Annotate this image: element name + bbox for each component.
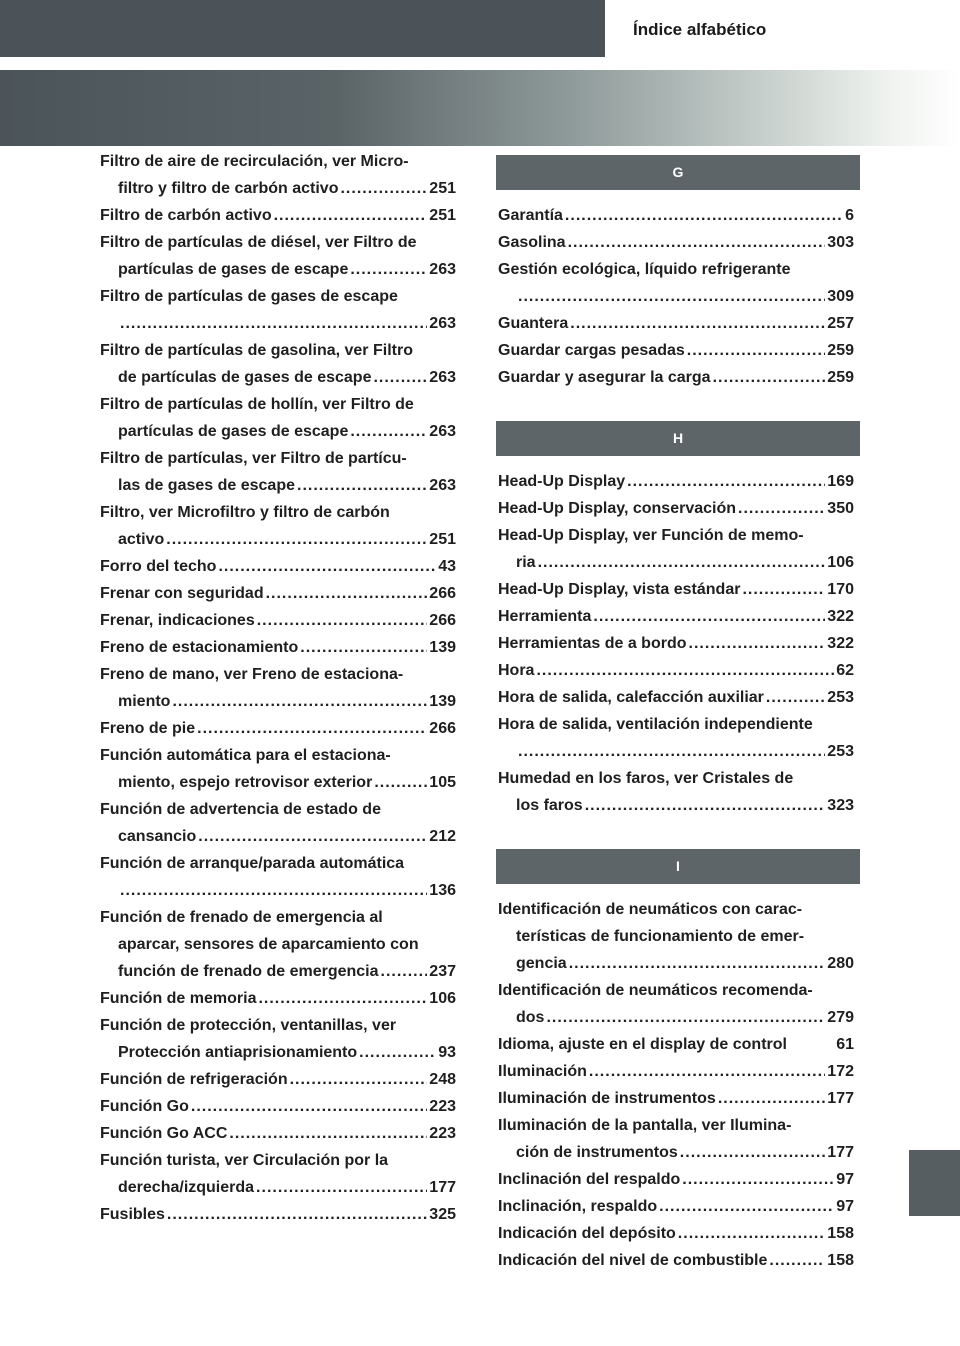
dot-leader [538, 549, 826, 576]
entry-text: Función automática para el estaciona- [100, 747, 391, 764]
entry-text: Humedad en los faros, ver Cristales de [498, 770, 794, 787]
index-entry [100, 607, 456, 634]
page-reference: 43 [438, 558, 456, 575]
dot-leader [218, 553, 436, 580]
entry-text: Filtro de partículas, ver Filtro de partícu- [100, 450, 407, 467]
dot-leader [738, 495, 825, 522]
index-entry [100, 148, 456, 202]
entry-text: Freno de estacionamiento [100, 639, 299, 656]
index-entry [100, 1012, 456, 1066]
dot-leader [570, 310, 825, 337]
index-entry [498, 896, 854, 977]
entry-text: Función de refrigeración [100, 1071, 288, 1088]
dot-leader [589, 1058, 825, 1085]
entry-text: gencia [516, 955, 567, 972]
page-reference: 177 [827, 1090, 854, 1107]
dot-leader [593, 603, 825, 630]
entry-text: Iluminación [498, 1063, 587, 1080]
index-entry [100, 202, 456, 229]
index-entry [498, 468, 854, 495]
thumb-index-tab [909, 1150, 960, 1216]
page-reference: 237 [429, 963, 456, 980]
entry-text: Herramientas de a bordo [498, 635, 687, 652]
entry-text: miento, espejo retrovisor exterior [118, 774, 373, 791]
index-entry [100, 391, 456, 445]
page-reference: 259 [827, 369, 854, 386]
page-reference: 251 [429, 180, 456, 197]
dot-leader [546, 1004, 825, 1031]
dot-leader [120, 310, 427, 337]
entry-text: Frenar, indicaciones [100, 612, 255, 629]
letter-heading: H [496, 421, 860, 456]
index-entry [100, 1120, 456, 1147]
entry-text: Hora de salida, ventilación independiente [498, 716, 813, 733]
index-entry [100, 985, 456, 1012]
dot-leader [381, 958, 428, 985]
dot-leader [120, 877, 427, 904]
page-reference: 266 [429, 720, 456, 737]
page-reference: 139 [429, 639, 456, 656]
entry-text: Identificación de neumáticos recomenda- [498, 982, 813, 999]
dot-leader [340, 175, 427, 202]
page-reference: 266 [429, 585, 456, 602]
page-reference: 280 [827, 955, 854, 972]
page-reference: 106 [429, 990, 456, 1007]
letter-heading: G [496, 155, 860, 190]
entry-text: Filtro de partículas de gases de escape [100, 288, 398, 305]
index-entry [498, 977, 854, 1031]
index-entry [100, 445, 456, 499]
index-entry [498, 657, 854, 684]
entry-text: terísticas de funcionamiento de emer- [516, 928, 805, 945]
dot-leader [569, 950, 826, 977]
entry-text: Función Go [100, 1098, 189, 1115]
entry-text: Indicación del depósito [498, 1225, 676, 1242]
page-reference: 106 [827, 554, 854, 571]
dot-leader [536, 657, 834, 684]
index-entry [100, 1066, 456, 1093]
page-reference: 158 [827, 1225, 854, 1242]
entry-text: ción de instrumentos [516, 1144, 678, 1161]
entry-text: ria [516, 554, 536, 571]
dot-leader [167, 1201, 427, 1228]
entry-text: partículas de gases de escape [118, 423, 349, 440]
entry-text: Función de protección, ventanillas, ver [100, 1017, 397, 1034]
dot-leader [191, 1093, 427, 1120]
entry-text: cansancio [118, 828, 197, 845]
dot-leader [350, 256, 427, 283]
page-reference: 325 [429, 1206, 456, 1223]
index-entry [498, 603, 854, 630]
page-number: 445 [881, 12, 938, 50]
entry-text: Herramienta [498, 608, 592, 625]
index-entry [498, 256, 854, 310]
entry-text: Identificación de neumáticos con carac- [498, 901, 803, 918]
page-reference: 259 [827, 342, 854, 359]
entry-text: activo [118, 531, 165, 548]
dot-leader [359, 1039, 436, 1066]
page-reference: 257 [827, 315, 854, 332]
page-reference: 309 [827, 288, 854, 305]
index-entry [100, 553, 456, 580]
entry-text: Frenar con seguridad [100, 585, 264, 602]
page-reference: 136 [429, 882, 456, 899]
dot-leader [766, 684, 825, 711]
page-reference: 169 [827, 473, 854, 490]
entry-text: Head-Up Display [498, 473, 626, 490]
page-reference: 263 [429, 477, 456, 494]
index-entry [498, 1112, 854, 1166]
entry-text: Guantera [498, 315, 569, 332]
entry-text: Inclinación, respaldo [498, 1198, 658, 1215]
index-entry [100, 634, 456, 661]
page-reference: 223 [429, 1125, 456, 1142]
dot-leader [166, 526, 427, 553]
entry-text: Guardar y asegurar la carga [498, 369, 711, 386]
page-reference: 251 [429, 207, 456, 224]
dot-leader [568, 229, 826, 256]
dot-leader [374, 769, 427, 796]
index-entry [498, 364, 854, 391]
dot-leader [678, 1220, 826, 1247]
index-entry [100, 850, 456, 904]
dot-leader [172, 688, 427, 715]
index-entry [498, 1031, 854, 1058]
index-entry [100, 1093, 456, 1120]
index-entry [100, 283, 456, 337]
entry-text: Función de frenado de emergencia al [100, 909, 383, 926]
entry-text: Filtro, ver Microfiltro y filtro de carbón [100, 504, 390, 521]
page-reference: 253 [827, 689, 854, 706]
entry-text: los faros [516, 797, 583, 814]
entry-text: Filtro de partículas de hollín, ver Filtro de [100, 396, 414, 413]
dot-leader [687, 337, 826, 364]
entry-text: Idioma, ajuste en el display de control [498, 1036, 787, 1053]
dot-leader [682, 1166, 834, 1193]
dot-leader [300, 634, 427, 661]
dot-leader [197, 715, 427, 742]
index-entry [498, 1166, 854, 1193]
index-entry [498, 1085, 854, 1112]
dot-leader [229, 1120, 427, 1147]
page-reference: 62 [836, 662, 854, 679]
page-reference: 223 [429, 1098, 456, 1115]
index-entry [100, 229, 456, 283]
entry-text: Head-Up Display, vista estándar [498, 581, 741, 598]
entry-text: partículas de gases de escape [118, 261, 349, 278]
entry-text: Freno de pie [100, 720, 196, 737]
page-reference: 139 [429, 693, 456, 710]
page-reference: 322 [827, 608, 854, 625]
entry-text: Inclinación del respaldo [498, 1171, 681, 1188]
index-entry [498, 711, 854, 765]
index-entry [498, 495, 854, 522]
index-entry [100, 742, 456, 796]
entry-text: Filtro de aire de recirculación, ver Micro- [100, 153, 409, 170]
index-entry [498, 684, 854, 711]
entry-text: aparcar, sensores de aparcamiento con [118, 936, 419, 953]
index-entry [100, 661, 456, 715]
entry-text: derecha/izquierda [118, 1179, 255, 1196]
index-entry [100, 1147, 456, 1201]
index-entry [498, 229, 854, 256]
dot-leader [266, 580, 428, 607]
dot-leader [518, 283, 825, 310]
dot-leader [689, 630, 826, 657]
dot-leader [290, 1066, 428, 1093]
index-entry [498, 337, 854, 364]
dot-leader [198, 823, 427, 850]
page-reference: 279 [827, 1009, 854, 1026]
index-entry [498, 576, 854, 603]
index-entry [100, 580, 456, 607]
index-entry [498, 522, 854, 576]
index-entry [498, 630, 854, 657]
entry-text: Freno de mano, ver Freno de estaciona- [100, 666, 404, 683]
dot-leader [518, 738, 825, 765]
page-reference: 303 [827, 234, 854, 251]
page-reference: 350 [827, 500, 854, 517]
page-reference: 263 [429, 315, 456, 332]
index-column-right [498, 155, 854, 1274]
page-reference: 263 [429, 423, 456, 440]
entry-text: Gestión ecológica, líquido refrigerante [498, 261, 791, 278]
entry-text: Filtro de partículas de gasolina, ver Filtro [100, 342, 413, 359]
index-entry [100, 499, 456, 553]
entry-text: Función turista, ver Circulación por la [100, 1152, 389, 1169]
dot-leader [297, 472, 427, 499]
dot-leader [565, 202, 843, 229]
entry-text: dos [516, 1009, 545, 1026]
dot-leader [258, 985, 427, 1012]
index-entry [498, 1193, 854, 1220]
entry-text: Protección antiaprisionamiento [118, 1044, 358, 1061]
entry-text: las de gases de escape [118, 477, 295, 494]
page-reference: 263 [429, 261, 456, 278]
page-reference: 212 [429, 828, 456, 845]
index-entry [498, 310, 854, 337]
dot-leader [713, 364, 826, 391]
page-reference: 177 [827, 1144, 854, 1161]
entry-text: Iluminación de la pantalla, ver Ilumina- [498, 1117, 792, 1134]
page-reference: 266 [429, 612, 456, 629]
entry-text: Hora [498, 662, 535, 679]
page-reference: 105 [429, 774, 456, 791]
entry-text: Función de arranque/parada automática [100, 855, 405, 872]
page-reference: 97 [836, 1171, 854, 1188]
page-reference: 97 [836, 1198, 854, 1215]
entry-text: Filtro de partículas de diésel, ver Filtro de [100, 234, 417, 251]
index-entry [498, 202, 854, 229]
page-reference: 61 [836, 1036, 854, 1053]
entry-text: Función de advertencia de estado de [100, 801, 381, 818]
index-entry [100, 1201, 456, 1228]
entry-text: Función Go ACC [100, 1125, 228, 1142]
page-reference: 251 [429, 531, 456, 548]
entry-text: Indicación del nivel de combustible [498, 1252, 768, 1269]
index-entry [100, 337, 456, 391]
dot-leader [627, 468, 825, 495]
entry-text: filtro y filtro de carbón activo [118, 180, 339, 197]
dot-leader [373, 364, 427, 391]
entry-text: Head-Up Display, ver Función de memo- [498, 527, 804, 544]
index-entry [498, 1058, 854, 1085]
letter-heading: I [496, 849, 860, 884]
index-entry [100, 715, 456, 742]
decorative-banner [0, 70, 960, 146]
entry-text: miento [118, 693, 171, 710]
index-entry [498, 1247, 854, 1274]
entry-text: Función de memoria [100, 990, 257, 1007]
page-reference: 158 [827, 1252, 854, 1269]
entry-text: Forro del techo [100, 558, 217, 575]
dot-leader [256, 1174, 427, 1201]
dot-leader [585, 792, 826, 819]
index-entry [498, 765, 854, 819]
page-reference: 248 [429, 1071, 456, 1088]
page-reference: 172 [827, 1063, 854, 1080]
index-entry [498, 1220, 854, 1247]
dot-leader [718, 1085, 825, 1112]
page-reference: 263 [429, 369, 456, 386]
entry-text: Head-Up Display, conservación [498, 500, 736, 517]
page-reference: 253 [827, 743, 854, 760]
entry-text: Fusibles [100, 1206, 165, 1223]
entry-text: Hora de salida, calefacción auxiliar [498, 689, 764, 706]
dot-leader [274, 202, 428, 229]
page-reference: 322 [827, 635, 854, 652]
dot-leader [769, 1247, 825, 1274]
dot-leader [257, 607, 428, 634]
entry-text: Gasolina [498, 234, 566, 251]
dot-leader [680, 1139, 826, 1166]
page-reference: 323 [827, 797, 854, 814]
page-reference: 170 [827, 581, 854, 598]
index-entry [100, 904, 456, 985]
entry-text: Guardar cargas pesadas [498, 342, 685, 359]
index-entry [100, 796, 456, 850]
section-title: Índice alfabético [633, 20, 767, 39]
page-reference: 6 [845, 207, 854, 224]
entry-text: de partículas de gases de escape [118, 369, 372, 386]
page-reference: 177 [429, 1179, 456, 1196]
dot-leader [742, 576, 825, 603]
page-reference: 93 [438, 1044, 456, 1061]
entry-text: Garantía [498, 207, 563, 224]
dot-leader [659, 1193, 834, 1220]
entry-text: función de frenado de emergencia [118, 963, 379, 980]
entry-text: Iluminación de instrumentos [498, 1090, 716, 1107]
index-column-left [100, 148, 456, 1228]
dot-leader [350, 418, 427, 445]
entry-text: Filtro de carbón activo [100, 207, 272, 224]
